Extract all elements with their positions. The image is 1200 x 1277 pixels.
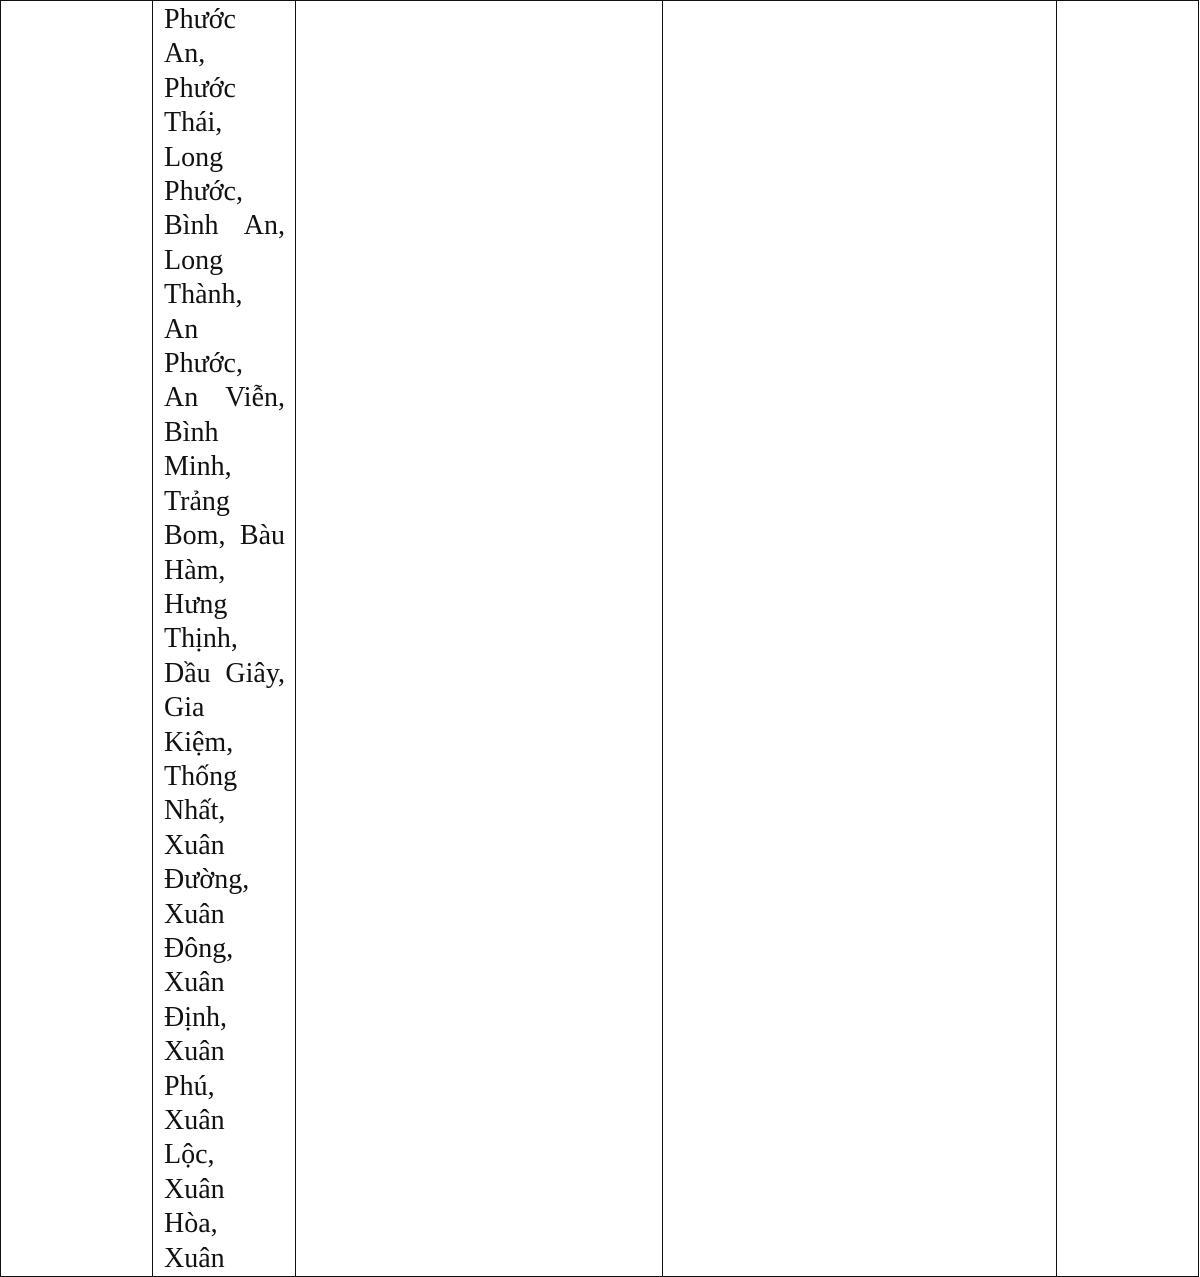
text-word: Dầu: [164, 657, 211, 689]
text-line: Phước: [164, 4, 236, 35]
text-line: Xuân: [164, 829, 225, 861]
table-row: [1, 1, 1199, 1277]
text-line: Đường,: [164, 864, 250, 896]
text-line: [164, 657, 285, 691]
text-line: Bình: [164, 416, 219, 448]
text-word: Bình: [164, 210, 219, 242]
text-word: An,: [243, 210, 285, 242]
text-line: Long: [164, 244, 224, 276]
text-word: Viễn,: [225, 382, 285, 414]
text-word: An: [164, 382, 199, 414]
text-word: Bàu: [239, 520, 285, 552]
text-line: Lộc,: [164, 1139, 215, 1171]
text-line: Xuân: [164, 1173, 225, 1205]
text-line: [164, 209, 285, 243]
text-line: Gia: [164, 692, 205, 724]
table-cell-col-2: [153, 1, 296, 1277]
text-word: Bom,: [164, 520, 226, 552]
table-cell-col-1: [1, 1, 153, 1277]
text-line: Xuân: [164, 1036, 225, 1068]
text-line: Minh,: [164, 451, 232, 483]
text-line: Hưng: [164, 588, 228, 620]
text-line: Hòa,: [164, 1208, 218, 1240]
table-cell-col-3: [296, 1, 663, 1277]
text-line: Thành,: [164, 279, 243, 311]
commune-list-text: [153, 3, 295, 1276]
text-line: Thống: [164, 760, 238, 792]
text-line: Kiệm,: [164, 726, 234, 758]
text-line: [164, 519, 285, 553]
text-line: [164, 381, 285, 415]
text-line: Hàm,: [164, 554, 226, 586]
text-line: Đông,: [164, 932, 234, 964]
text-line: Xuân: [164, 967, 225, 999]
text-line: Phước: [164, 72, 236, 104]
table-cell-col-5: [1057, 1, 1199, 1277]
text-line: Trảng: [164, 485, 230, 517]
text-line: An: [164, 313, 199, 345]
text-line: Phước,: [164, 348, 243, 380]
text-line: Xuân: [164, 898, 225, 930]
text-line: Định,: [164, 1001, 227, 1033]
text-line: Xuân: [164, 1105, 225, 1136]
text-line: Thái,: [164, 107, 223, 139]
text-line: Phú,: [164, 1070, 215, 1102]
table-cell-col-4: [663, 1, 1057, 1277]
text-line: Thịnh,: [164, 623, 238, 655]
text-line: An,: [164, 38, 206, 70]
text-line: Nhất,: [164, 795, 226, 827]
text-word: Giây,: [225, 657, 285, 689]
text-line: Xuân: [164, 1242, 225, 1274]
text-line: Phước,: [164, 176, 243, 208]
text-line: Long: [164, 141, 224, 173]
